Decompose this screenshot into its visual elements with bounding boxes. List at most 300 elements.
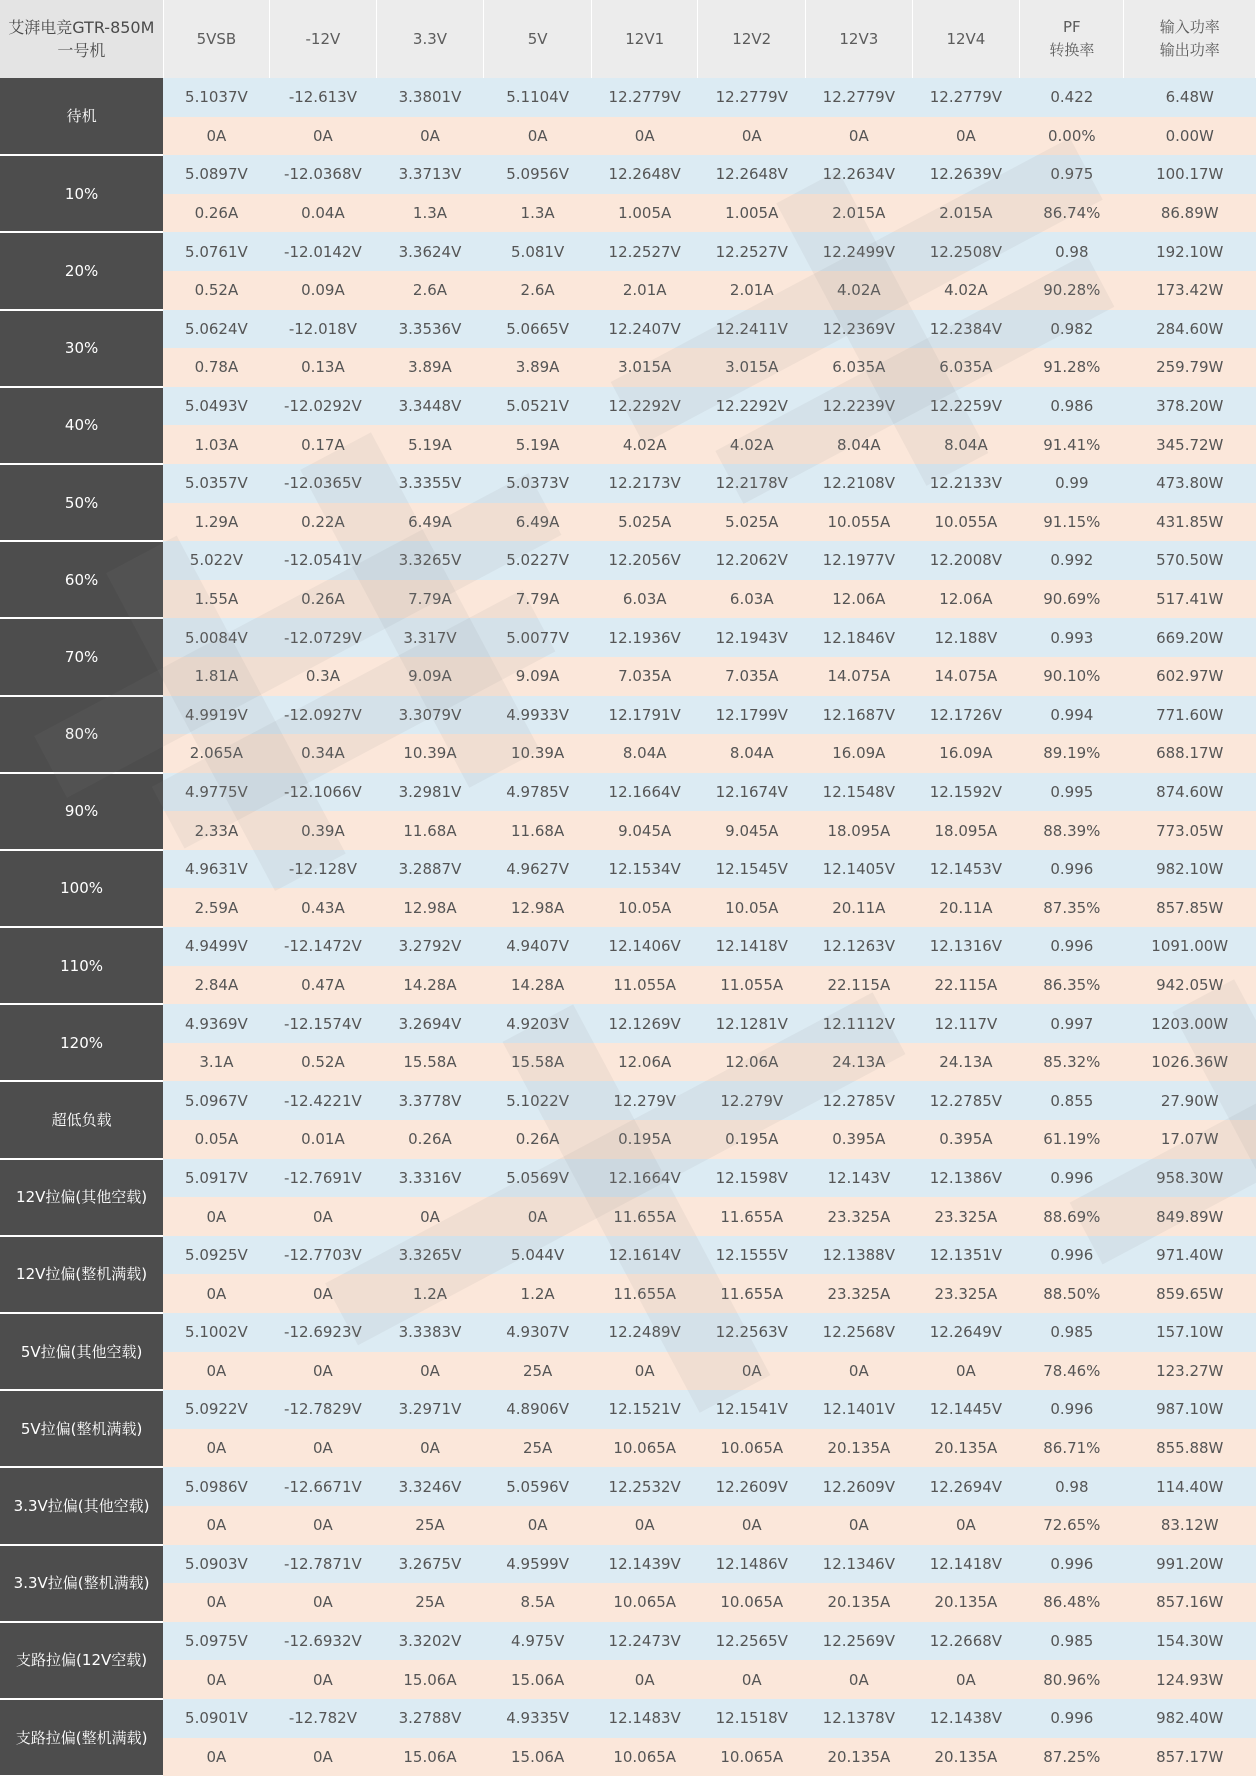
voltage-cell: 12.2639V [912, 155, 1020, 194]
table-row-current [0, 503, 1256, 542]
current-cell: 10.05A [591, 888, 698, 927]
current-cell: 9.045A [591, 811, 698, 850]
current-cell: 0.195A [698, 1120, 806, 1159]
title-line-1: 艾湃电竞GTR-850M [8, 18, 155, 37]
voltage-cell: 5.044V [484, 1236, 592, 1275]
current-cell: 0A [163, 1583, 270, 1622]
table-row-current [0, 425, 1256, 464]
voltage-cell: 12.1401V [806, 1390, 913, 1429]
row-label: 110% [0, 927, 163, 1004]
current-cell: 12.06A [698, 1043, 806, 1082]
voltage-cell: 12.1386V [912, 1159, 1020, 1198]
current-cell: 11.055A [591, 966, 698, 1005]
voltage-cell: 3.2981V [376, 773, 484, 812]
table-row-current [0, 966, 1256, 1005]
voltage-cell: 192.10W [1124, 232, 1256, 271]
voltage-cell: 12.1548V [806, 773, 913, 812]
voltage-cell: -12.0365V [270, 464, 377, 503]
current-cell: 0A [912, 1506, 1020, 1545]
table-row-current [0, 1120, 1256, 1159]
current-cell: 2.015A [912, 194, 1020, 233]
voltage-cell: 114.40W [1124, 1467, 1256, 1506]
voltage-cell: 5.0077V [484, 618, 592, 657]
voltage-cell: 12.2008V [912, 541, 1020, 580]
row-label: 超低负载 [0, 1081, 163, 1158]
current-cell: 88.69% [1020, 1197, 1124, 1236]
voltage-cell: 3.2788V [376, 1699, 484, 1738]
current-cell: 0A [591, 117, 698, 156]
table-row-voltage [0, 232, 1256, 271]
current-cell: 2.59A [163, 888, 270, 927]
current-cell: 3.89A [376, 348, 484, 387]
voltage-cell: 3.3778V [376, 1081, 484, 1120]
current-cell: 86.48% [1020, 1583, 1124, 1622]
current-cell: 15.58A [376, 1043, 484, 1082]
current-cell: 88.39% [1020, 811, 1124, 850]
current-cell: 2.84A [163, 966, 270, 1005]
voltage-cell: -12.4221V [270, 1081, 377, 1120]
voltage-cell: 6.48W [1124, 78, 1256, 117]
voltage-cell: 3.3355V [376, 464, 484, 503]
current-cell: 0A [270, 1352, 377, 1391]
current-cell: 6.03A [698, 580, 806, 619]
voltage-cell: 12.1346V [806, 1545, 913, 1584]
current-cell: 11.655A [698, 1274, 806, 1313]
voltage-cell: 4.9631V [163, 850, 270, 889]
voltage-cell: 12.1674V [698, 773, 806, 812]
column-header-line: 12V3 [839, 29, 879, 48]
column-header-line: 转换率 [1049, 41, 1095, 59]
current-cell: 10.065A [698, 1429, 806, 1468]
voltage-cell: 12.1545V [698, 850, 806, 889]
current-cell: 10.065A [591, 1583, 698, 1622]
current-cell: 1.2A [376, 1274, 484, 1313]
table-row-voltage [0, 1081, 1256, 1120]
voltage-cell: -12.6671V [270, 1467, 377, 1506]
table-row-current [0, 811, 1256, 850]
current-cell: 0.00W [1124, 117, 1256, 156]
table-row-voltage [0, 1004, 1256, 1043]
current-cell: 89.19% [1020, 734, 1124, 773]
voltage-cell: 12.2108V [806, 464, 913, 503]
current-cell: 8.04A [591, 734, 698, 773]
voltage-cell: 5.0967V [163, 1081, 270, 1120]
voltage-cell: 958.30W [1124, 1159, 1256, 1198]
voltage-cell: 0.422 [1020, 78, 1124, 117]
voltage-cell: 12.2694V [912, 1467, 1020, 1506]
current-cell: 14.075A [806, 657, 913, 696]
current-cell: 942.05W [1124, 966, 1256, 1005]
current-cell: 15.06A [484, 1738, 592, 1777]
current-cell: 0A [591, 1506, 698, 1545]
voltage-cell: 0.996 [1020, 1236, 1124, 1275]
voltage-cell: 473.80W [1124, 464, 1256, 503]
current-cell: 0A [163, 1197, 270, 1236]
voltage-cell: -12.0729V [270, 618, 377, 657]
row-label: 40% [0, 387, 163, 464]
voltage-cell: 5.0956V [484, 155, 592, 194]
current-cell: 4.02A [698, 425, 806, 464]
current-cell: 72.65% [1020, 1506, 1124, 1545]
header-row [0, 0, 1256, 78]
current-cell: 20.135A [912, 1738, 1020, 1777]
current-cell: 3.89A [484, 348, 592, 387]
current-cell: 20.135A [806, 1429, 913, 1468]
current-cell: 0A [698, 117, 806, 156]
voltage-cell: 12.2056V [591, 541, 698, 580]
current-cell: 3.1A [163, 1043, 270, 1082]
voltage-cell: 771.60W [1124, 696, 1256, 735]
voltage-cell: 12.1439V [591, 1545, 698, 1584]
current-cell: 0A [376, 117, 484, 156]
table-row-voltage [0, 1545, 1256, 1584]
current-cell: 857.17W [1124, 1738, 1256, 1777]
current-cell: 0A [698, 1660, 806, 1699]
voltage-cell: -12.1066V [270, 773, 377, 812]
current-cell: 431.85W [1124, 503, 1256, 542]
voltage-cell: 12.1799V [698, 696, 806, 735]
column-header [163, 0, 270, 78]
current-cell: 11.68A [376, 811, 484, 850]
current-cell: 80.96% [1020, 1660, 1124, 1699]
voltage-cell: 12.1791V [591, 696, 698, 735]
current-cell: 23.325A [806, 1197, 913, 1236]
table-row-current [0, 348, 1256, 387]
voltage-cell: -12.0142V [270, 232, 377, 271]
current-cell: 0A [912, 117, 1020, 156]
voltage-cell: 12.1687V [806, 696, 913, 735]
voltage-cell: 5.0975V [163, 1622, 270, 1661]
table-row-current [0, 117, 1256, 156]
voltage-cell: 0.985 [1020, 1313, 1124, 1352]
voltage-cell: 5.022V [163, 541, 270, 580]
row-label: 90% [0, 773, 163, 850]
table-row-voltage [0, 541, 1256, 580]
row-label: 支路拉偏(12V空载) [0, 1622, 163, 1699]
table-row-current [0, 194, 1256, 233]
table-row-current [0, 1660, 1256, 1699]
row-label: 支路拉偏(整机满载) [0, 1699, 163, 1776]
current-cell: 0A [484, 1197, 592, 1236]
table-row-voltage [0, 773, 1256, 812]
current-cell: 602.97W [1124, 657, 1256, 696]
current-cell: 517.41W [1124, 580, 1256, 619]
row-label: 10% [0, 155, 163, 232]
title-line-2: 一号机 [57, 41, 106, 60]
row-label: 120% [0, 1004, 163, 1081]
voltage-cell: 12.1518V [698, 1699, 806, 1738]
voltage-cell: 3.3079V [376, 696, 484, 735]
table-row-current [0, 1583, 1256, 1622]
current-cell: 23.325A [806, 1274, 913, 1313]
table-row-voltage [0, 1313, 1256, 1352]
voltage-cell: 5.0897V [163, 155, 270, 194]
current-cell: 2.065A [163, 734, 270, 773]
voltage-cell: 0.994 [1020, 696, 1124, 735]
voltage-cell: 12.1351V [912, 1236, 1020, 1275]
current-cell: 0A [163, 117, 270, 156]
voltage-cell: 284.60W [1124, 310, 1256, 349]
voltage-cell: 12.2292V [698, 387, 806, 426]
voltage-cell: 12.2568V [806, 1313, 913, 1352]
current-cell: 25A [484, 1429, 592, 1468]
voltage-cell: 12.2259V [912, 387, 1020, 426]
voltage-cell: -12.6932V [270, 1622, 377, 1661]
column-header [270, 0, 377, 78]
current-cell: 0.52A [163, 271, 270, 310]
current-cell: 18.095A [912, 811, 1020, 850]
table-row-voltage [0, 1699, 1256, 1738]
current-cell: 90.69% [1020, 580, 1124, 619]
row-label: 70% [0, 618, 163, 695]
current-cell: 14.28A [376, 966, 484, 1005]
voltage-cell: 12.1534V [591, 850, 698, 889]
current-cell: 0A [163, 1352, 270, 1391]
current-cell: 0A [698, 1506, 806, 1545]
current-cell: 0A [163, 1506, 270, 1545]
voltage-cell: 0.996 [1020, 1159, 1124, 1198]
column-header-line: 输入功率 [1159, 18, 1220, 36]
table-title [0, 0, 163, 78]
current-cell: 688.17W [1124, 734, 1256, 773]
current-cell: 1.3A [484, 194, 592, 233]
voltage-cell: 5.0493V [163, 387, 270, 426]
voltage-cell: 12.2532V [591, 1467, 698, 1506]
current-cell: 0A [270, 1506, 377, 1545]
voltage-cell: 5.0596V [484, 1467, 592, 1506]
voltage-cell: 100.17W [1124, 155, 1256, 194]
voltage-cell: 12.188V [912, 618, 1020, 657]
current-cell: 4.02A [912, 271, 1020, 310]
current-cell: 90.10% [1020, 657, 1124, 696]
table-row-current [0, 888, 1256, 927]
voltage-cell: 5.1037V [163, 78, 270, 117]
voltage-cell: 5.0227V [484, 541, 592, 580]
voltage-cell: 5.0922V [163, 1390, 270, 1429]
current-cell: 22.115A [912, 966, 1020, 1005]
current-cell: 0.195A [591, 1120, 698, 1159]
current-cell: 2.01A [698, 271, 806, 310]
current-cell: 10.065A [698, 1583, 806, 1622]
voltage-cell: 12.1418V [912, 1545, 1020, 1584]
voltage-cell: 4.9407V [484, 927, 592, 966]
voltage-cell: 987.10W [1124, 1390, 1256, 1429]
table-row-voltage [0, 927, 1256, 966]
current-cell: 11.68A [484, 811, 592, 850]
current-cell: 1.3A [376, 194, 484, 233]
voltage-cell: 4.9369V [163, 1004, 270, 1043]
voltage-cell: 12.2239V [806, 387, 913, 426]
column-header-line: 3.3V [412, 29, 448, 48]
current-cell: 1.81A [163, 657, 270, 696]
current-cell: 16.09A [912, 734, 1020, 773]
current-cell: 8.04A [806, 425, 913, 464]
voltage-cell: 3.3713V [376, 155, 484, 194]
column-header-line: 输出功率 [1159, 41, 1220, 59]
voltage-cell: -12.0368V [270, 155, 377, 194]
voltage-cell: 0.996 [1020, 1545, 1124, 1584]
voltage-cell: 12.1664V [591, 773, 698, 812]
voltage-cell: 12.2178V [698, 464, 806, 503]
current-cell: 7.035A [698, 657, 806, 696]
current-cell: 0A [270, 1660, 377, 1699]
voltage-cell: 3.3801V [376, 78, 484, 117]
current-cell: 91.15% [1020, 503, 1124, 542]
voltage-cell: 3.2971V [376, 1390, 484, 1429]
current-cell: 16.09A [806, 734, 913, 773]
column-header [912, 0, 1020, 78]
current-cell: 15.06A [484, 1660, 592, 1699]
current-cell: 0.04A [270, 194, 377, 233]
current-cell: 3.015A [591, 348, 698, 387]
voltage-cell: 4.9627V [484, 850, 592, 889]
current-cell: 10.05A [698, 888, 806, 927]
current-cell: 773.05W [1124, 811, 1256, 850]
current-cell: 0A [163, 1429, 270, 1468]
voltage-cell: 0.996 [1020, 927, 1124, 966]
row-label: 3.3V拉偏(其他空载) [0, 1467, 163, 1544]
current-cell: 25A [484, 1352, 592, 1391]
current-cell: 20.11A [912, 888, 1020, 927]
voltage-cell: 5.081V [484, 232, 592, 271]
current-cell: 0A [591, 1660, 698, 1699]
current-cell: 8.04A [698, 734, 806, 773]
voltage-cell: 12.1406V [591, 927, 698, 966]
current-cell: 1026.36W [1124, 1043, 1256, 1082]
voltage-cell: -12.0541V [270, 541, 377, 580]
current-cell: 0A [376, 1352, 484, 1391]
table-row-current [0, 1506, 1256, 1545]
table-row-current [0, 1738, 1256, 1777]
current-cell: 0.395A [912, 1120, 1020, 1159]
current-cell: 124.93W [1124, 1660, 1256, 1699]
voltage-cell: 12.2133V [912, 464, 1020, 503]
voltage-cell: 12.1483V [591, 1699, 698, 1738]
current-cell: 7.035A [591, 657, 698, 696]
current-cell: 20.135A [806, 1583, 913, 1622]
current-cell: 8.04A [912, 425, 1020, 464]
current-cell: 2.01A [591, 271, 698, 310]
current-cell: 12.98A [484, 888, 592, 927]
table-row-current [0, 1352, 1256, 1391]
voltage-cell: 12.2779V [806, 78, 913, 117]
current-cell: 23.325A [912, 1197, 1020, 1236]
voltage-cell: -12.7871V [270, 1545, 377, 1584]
voltage-cell: 12.2527V [698, 232, 806, 271]
current-cell: 88.50% [1020, 1274, 1124, 1313]
current-cell: 11.655A [591, 1274, 698, 1313]
voltage-cell: 12.2779V [912, 78, 1020, 117]
current-cell: 11.055A [698, 966, 806, 1005]
voltage-cell: 12.2411V [698, 310, 806, 349]
column-header-line: 12V2 [732, 29, 772, 48]
voltage-cell: 12.2649V [912, 1313, 1020, 1352]
voltage-cell: 12.143V [806, 1159, 913, 1198]
table-row-voltage [0, 464, 1256, 503]
voltage-cell: 12.117V [912, 1004, 1020, 1043]
row-label: 待机 [0, 78, 163, 155]
voltage-cell: 0.997 [1020, 1004, 1124, 1043]
voltage-cell: 5.0084V [163, 618, 270, 657]
current-cell: 0A [806, 1506, 913, 1545]
current-cell: 14.075A [912, 657, 1020, 696]
current-cell: 24.13A [806, 1043, 913, 1082]
current-cell: 5.19A [484, 425, 592, 464]
current-cell: 91.28% [1020, 348, 1124, 387]
voltage-cell: 12.2569V [806, 1622, 913, 1661]
column-header [806, 0, 913, 78]
current-cell: 0.52A [270, 1043, 377, 1082]
voltage-cell: 0.855 [1020, 1081, 1124, 1120]
current-cell: 90.28% [1020, 271, 1124, 310]
current-cell: 91.41% [1020, 425, 1124, 464]
table-row-current [0, 271, 1256, 310]
current-cell: 0.26A [376, 1120, 484, 1159]
current-cell: 86.35% [1020, 966, 1124, 1005]
voltage-cell: 12.1977V [806, 541, 913, 580]
table-row-current [0, 1274, 1256, 1313]
table-row-voltage [0, 1467, 1256, 1506]
current-cell: 25A [376, 1506, 484, 1545]
voltage-cell: 12.2508V [912, 232, 1020, 271]
current-cell: 2.6A [484, 271, 592, 310]
voltage-cell: 5.0373V [484, 464, 592, 503]
row-label: 30% [0, 310, 163, 387]
current-cell: 1.29A [163, 503, 270, 542]
voltage-cell: 4.9307V [484, 1313, 592, 1352]
voltage-cell: 0.985 [1020, 1622, 1124, 1661]
voltage-cell: 12.2785V [912, 1081, 1020, 1120]
voltage-cell: 4.9933V [484, 696, 592, 735]
voltage-cell: 4.9785V [484, 773, 592, 812]
voltage-cell: 0.98 [1020, 1467, 1124, 1506]
current-cell: 0A [270, 1274, 377, 1313]
voltage-cell: 12.1486V [698, 1545, 806, 1584]
voltage-cell: 5.0903V [163, 1545, 270, 1584]
voltage-cell: 3.2675V [376, 1545, 484, 1584]
voltage-cell: 0.996 [1020, 1699, 1124, 1738]
row-label: 50% [0, 464, 163, 541]
voltage-cell: 12.1592V [912, 773, 1020, 812]
current-cell: 25A [376, 1583, 484, 1622]
voltage-cell: 12.2369V [806, 310, 913, 349]
voltage-cell: 12.2489V [591, 1313, 698, 1352]
voltage-cell: 5.0569V [484, 1159, 592, 1198]
current-cell: 22.115A [806, 966, 913, 1005]
current-cell: 0A [163, 1660, 270, 1699]
table-body [0, 78, 1256, 1776]
voltage-cell: 12.2563V [698, 1313, 806, 1352]
voltage-cell: -12.7703V [270, 1236, 377, 1275]
current-cell: 0A [163, 1274, 270, 1313]
voltage-cell: 12.1438V [912, 1699, 1020, 1738]
voltage-cell: 12.1521V [591, 1390, 698, 1429]
current-cell: 0A [912, 1352, 1020, 1391]
current-cell: 85.32% [1020, 1043, 1124, 1082]
voltage-cell: 12.2407V [591, 310, 698, 349]
current-cell: 0.34A [270, 734, 377, 773]
current-cell: 0A [484, 1506, 592, 1545]
table-row-current [0, 657, 1256, 696]
table-row-voltage [0, 1390, 1256, 1429]
current-cell: 857.16W [1124, 1583, 1256, 1622]
voltage-cell: 12.1846V [806, 618, 913, 657]
table-row-voltage [0, 696, 1256, 735]
voltage-cell: 12.2062V [698, 541, 806, 580]
voltage-cell: 12.2785V [806, 1081, 913, 1120]
voltage-cell: 12.2634V [806, 155, 913, 194]
current-cell: 24.13A [912, 1043, 1020, 1082]
